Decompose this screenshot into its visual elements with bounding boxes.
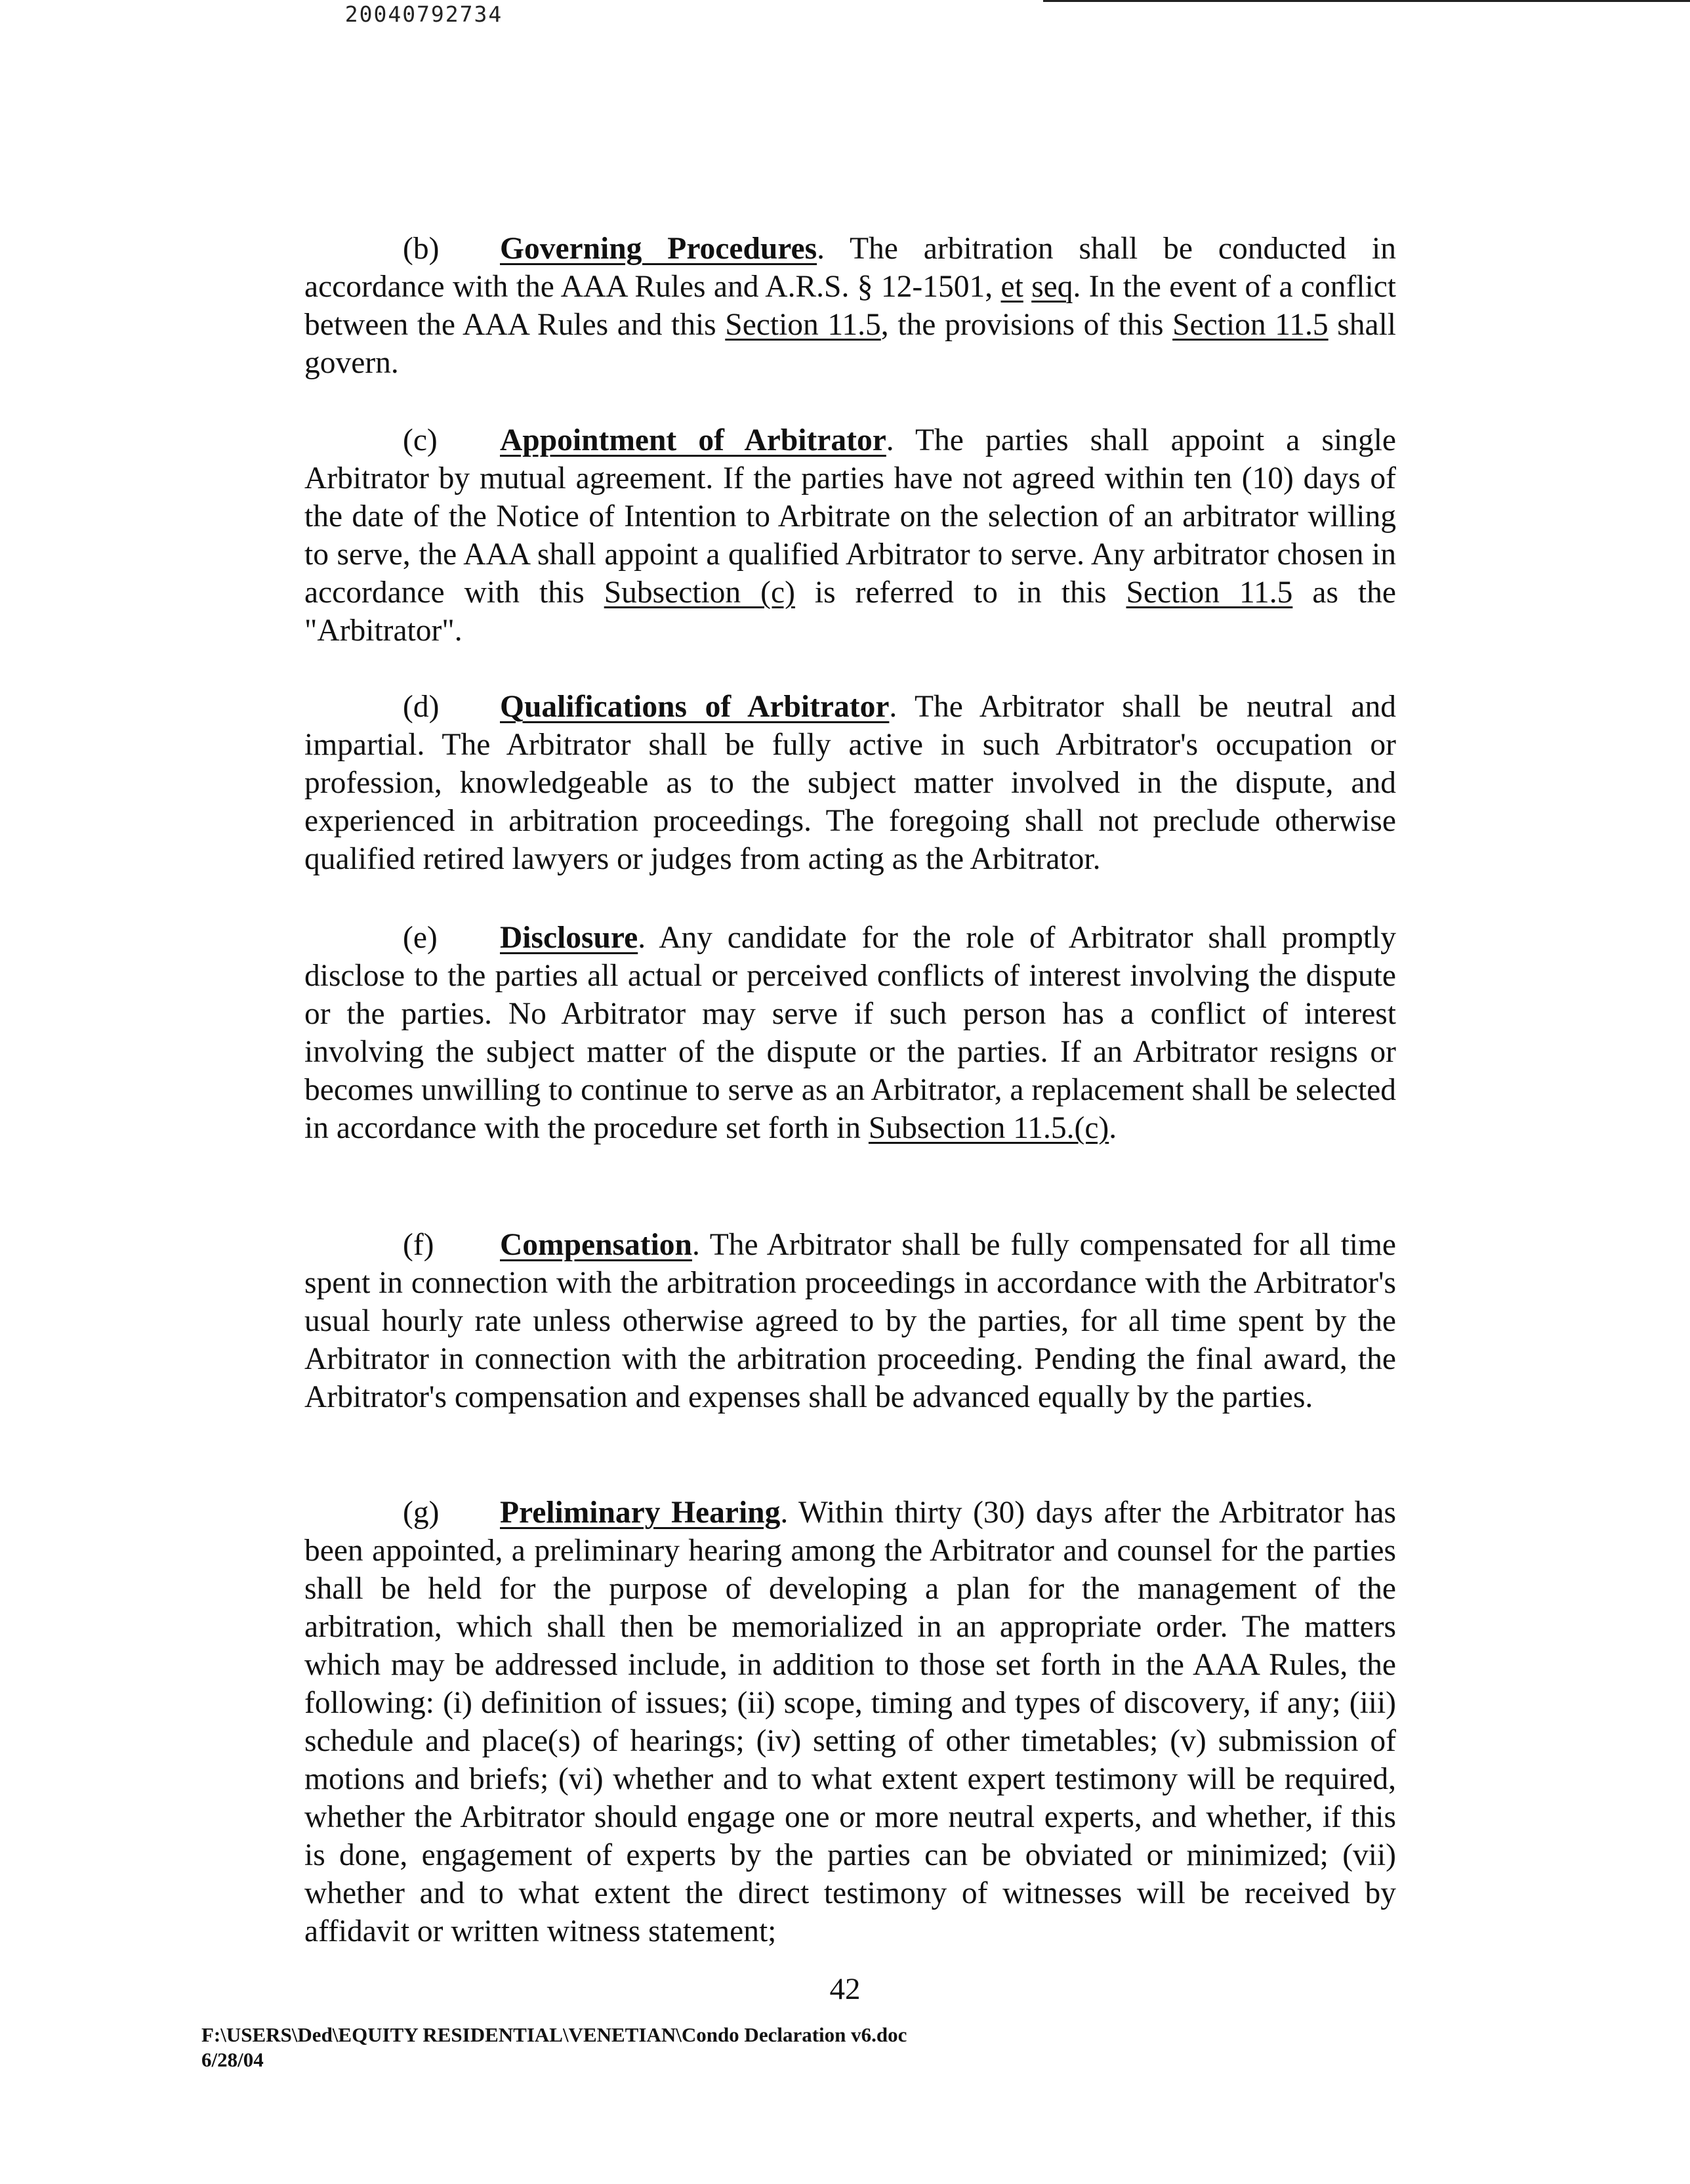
paragraph-text: is referred to in this <box>794 576 1126 610</box>
paragraph-text: . <box>1109 1111 1117 1145</box>
footer-file-path: F:\USERS\Ded\EQUITY RESIDENTIAL\VENETIAN\Condo Declaration v6.doc <box>201 2023 907 2046</box>
document-number: 20040792734 <box>344 1 503 27</box>
paragraph-text: shall govern. <box>304 308 1396 380</box>
paragraph-text: . In the event of a conflict between the AAA Rules and this <box>304 270 1397 342</box>
latin-term-et: et <box>1000 270 1023 304</box>
paragraph-text: . The parties shall appoint a single Arbitrator by mutual agreement. If the parties have not agreed within ten (10) days of the date of the Notice of Intention to Arbitrate on the selection of an arbitrator willing to serve, the AAA shall appoint a qualified Arbitrator to serve. Any arbitrator chosen in accordance with this <box>304 423 1396 610</box>
latin-term-seq: seq <box>1031 270 1073 304</box>
footer-date: 6/28/04 <box>201 2048 264 2071</box>
paragraph-heading: Preliminary Hearing <box>500 1496 781 1530</box>
paragraph-text: as the "Arbitrator". <box>304 576 1396 648</box>
section-reference: Section 11.5 <box>1172 308 1329 342</box>
paragraph-c <box>304 421 1396 650</box>
paragraph-f <box>304 1226 1396 1416</box>
paragraph-label: (g) <box>403 1496 440 1530</box>
paragraph-text: . The Arbitrator shall be fully compensated for all time spent in connection with the arbitration proceedings in accordance with the Arbitrator's usual hourly rate unless otherwise agreed to by the parties, for all time spent by the Arbitrator in connection with the arbitration proceeding. Pending the final award, the Arbitrator's compensation and expenses shall be advanced equally by the parties. <box>304 1228 1396 1414</box>
subsection-reference: Subsection (c) <box>604 576 795 610</box>
page-number: 42 <box>829 1972 861 2006</box>
paragraph-label: (f) <box>403 1228 434 1262</box>
footer <box>201 2023 907 2072</box>
paragraph-label: (c) <box>403 423 438 457</box>
paragraph-heading: Disclosure <box>500 921 638 955</box>
paragraph-g <box>304 1494 1396 1950</box>
section-reference: Section 11.5 <box>725 308 881 342</box>
paragraph-heading: Appointment of Arbitrator <box>500 423 886 457</box>
section-reference: Section 11.5 <box>1126 576 1293 610</box>
paragraph-text: . The Arbitrator shall be neutral and impartial. The Arbitrator shall be fully active in such Arbitrator's occupation or profession, knowledgeable as to the subject matter involved in the dispute, and experienced in arbitration proceedings. The foregoing shall not preclude otherwise qualified retired lawyers or judges from acting as the Arbitrator. <box>304 690 1396 876</box>
paragraph-label: (e) <box>403 921 438 955</box>
paragraph-heading: Qualifications of Arbitrator <box>500 690 890 724</box>
top-rule <box>1043 0 1690 2</box>
paragraph-label: (d) <box>403 690 440 724</box>
subsection-reference: Subsection 11.5.(c) <box>868 1111 1109 1145</box>
paragraph-d <box>304 688 1396 878</box>
paragraph-text: . Any candidate for the role of Arbitrator shall promptly disclose to the parties all actual or perceived conflicts of interest involving the dispute or the parties. No Arbitrator may serve if such person has a conflict of interest involving the subject matter of the dispute or the parties. If an Arbitrator resigns or becomes unwilling to continue to serve as an Arbitrator, a replacement shall be selected in accordance with the procedure set forth in <box>304 921 1396 1145</box>
paragraph-e <box>304 919 1396 1147</box>
paragraph-heading: Compensation <box>500 1228 692 1262</box>
paragraph-b <box>304 230 1396 382</box>
paragraph-text: . Within thirty (30) days after the Arbitrator has been appointed, a preliminary hearing among the Arbitrator and counsel for the parties shall be held for the purpose of developing a plan for the management of the arbitration, which shall then be memorialized in an appropriate order. The matters which may be addressed include, in addition to those set forth in the AAA Rules, the following: (i) definition of issues; (ii) scope, timing and types of discovery, if any; (iii) schedule and place(s) of hearings; (iv) setting of other timetables; (v) submission of motions and briefs; (vi) whether and to what extent expert testimony will be required, whether the Arbitrator should engage one or more neutral experts, and whether, if this is done, engagement of experts by the parties can be obviated or minimized; (vii) whether and to what extent the direct testimony of witnesses will be received by affidavit or written witness statement; <box>304 1496 1396 1948</box>
paragraph-label: (b) <box>403 232 440 266</box>
paragraph-text: . The arbitration shall be conducted in accordance with the AAA Rules and A.R.S. § 12-1501, <box>304 232 1396 304</box>
paragraph-heading: Governing Procedures <box>500 232 817 266</box>
paragraph-text: , the provisions of this <box>880 308 1173 342</box>
